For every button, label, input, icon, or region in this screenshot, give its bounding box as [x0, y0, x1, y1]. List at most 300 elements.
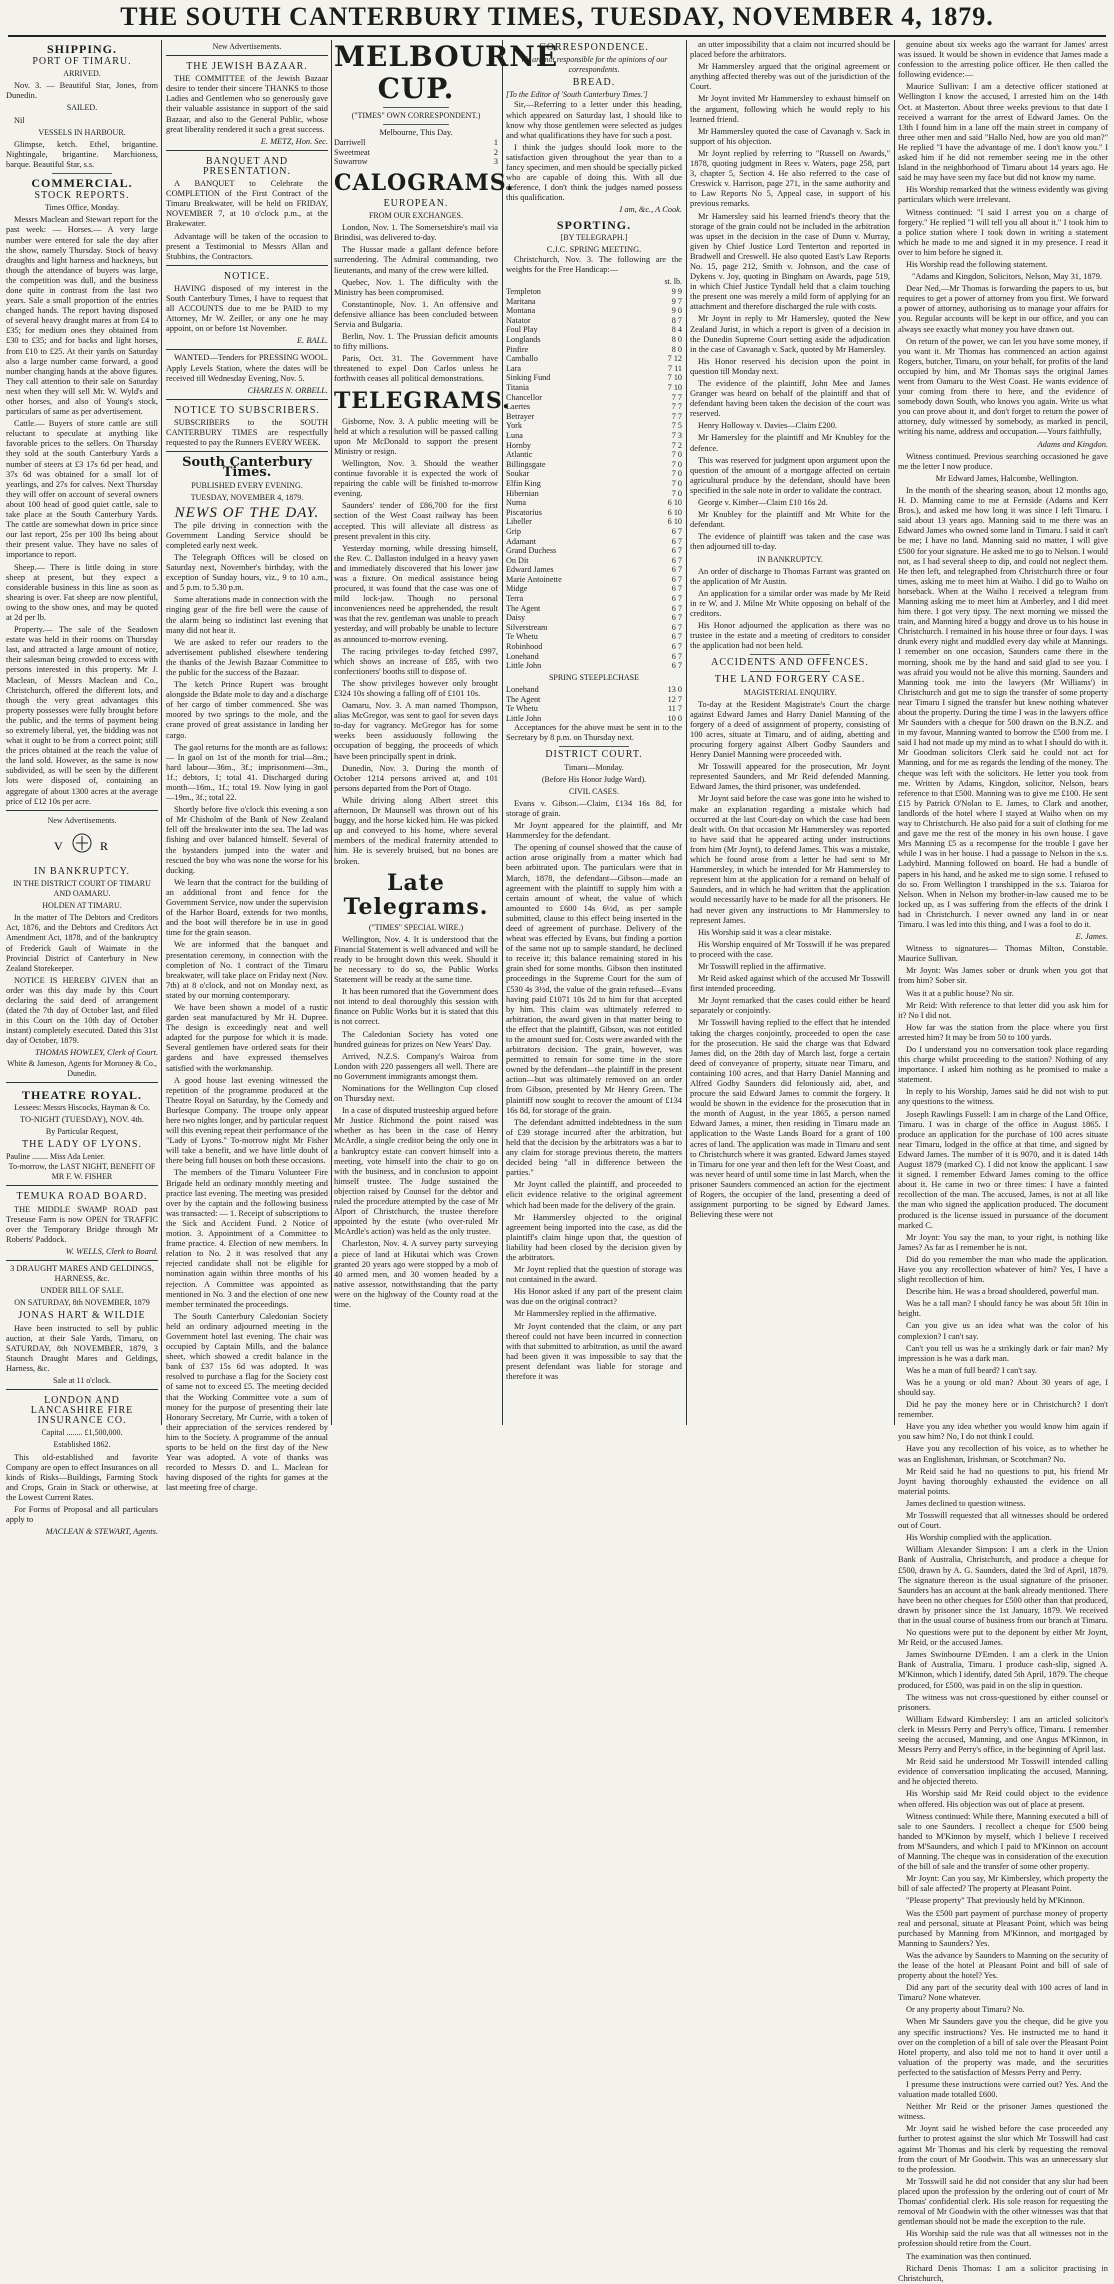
telegram-paragraph: Wellington, Nov. 3. Should the weather continue favorable it is expected the work of repairing the cable will be finished to-morrow evening.: [334, 458, 498, 499]
stock-paragraph: Sheep.— There is little doing in store sheep at present, but they expect a considerable business in this line as soon as shearing is over. Fat sheep are now plentiful, owing to the show ones, and may be quoted at 2d per lb.: [6, 562, 158, 622]
steeplechase-note: Acceptances for the above must be sent in to the Secretary by 8 p.m. on Thursday next.: [506, 723, 682, 743]
calogram-paragraph: Berlin, Nov. 1. The Prussian deficit amounts to fifty millions.: [334, 332, 498, 352]
horse-name: Piscatorius: [506, 507, 542, 517]
accidents-heading: ACCIDENTS AND OFFENCES.: [711, 657, 869, 669]
court-paragraph: Mr Joynt in reply to Mr Hamersley, quoted the New Zealand Jurist, in which a report is given of a decision in the Dunedin Supreme Court setting aside the adjudication in the case of Cavanagh v. Sack, quoted by Mr Hamersley.: [690, 314, 890, 354]
late-telegram-paragraph: Wellington, Nov. 4. It is understood that the Financial Statement is well advanced and will be ready to be brought down this week. Should it be necessary to do so, the Public Works Statement will be ready at the same time.: [334, 934, 498, 985]
forgery-paragraph: When Mr Saunders gave you the cheque, did he give you any specific instructions? Yes. He instructed me to hand it over on the completion of a bill of sale over the Pleasant Point Hotel property, and also told me not to hand it over until a valuation of the property was made, and the securities perfected to the satisfaction of Messrs Perry and Perry.: [898, 2017, 1108, 2077]
column-4: [506, 40, 682, 1428]
court-paragraph: Evans v. Gibson.—Claim, £134 16s 8d, for storage of grain.: [506, 798, 682, 818]
horse-name: Lonehand: [506, 684, 539, 694]
horse-name: Luna: [506, 430, 523, 440]
forgery-paragraph: In reply to his Worship, James said he did not wish to put any questions to the witness.: [898, 1087, 1108, 1107]
horse-name: Lara: [506, 363, 521, 373]
column-2: [166, 40, 328, 1493]
horse-name: Marie Antoinette: [506, 574, 562, 584]
forgery-paragraph: How far was the station from the place where you first arrested him? It may be from 50 to 100 yards.: [898, 1022, 1108, 1042]
table-row: [506, 623, 682, 633]
calograms-heading: CALOGRAMS.: [334, 169, 515, 196]
horse-weight: 6 7: [671, 613, 682, 623]
bread-to-editor: [To the Editor of 'South Canterbury Times.']: [506, 90, 648, 100]
forgery-paragraph: Adams and Kingdon.: [1037, 439, 1108, 449]
news-paragraph: We learn that the contract for the building of an additional front and fence for the Government Service, now under the supervision of the Harbor Board, extends for two months, and the boat will therefore be in use in good time for the grain season.: [166, 877, 328, 938]
horse-weight: 11 7: [667, 704, 682, 714]
court-paragraph: An application for a similar order was made by Mr Reid in re W. and J. Milne Mr White opposing on behalf of the creditors.: [690, 588, 890, 618]
in-bankruptcy-heading: IN BANKRUPTCY.: [757, 554, 823, 564]
calogram-paragraph: Constantinople, Nov. 1. An offensive and defensive alliance has been concluded between Servia and Bulgaria.: [334, 299, 498, 329]
forgery-paragraph: Dear Ned,—Mr Thomas is forwarding the papers to us, but requires to get a power of attorney from you first. We forward a power of attorney, authorising us to manage your affairs for you. Regular accounts will be kept in our office, and you can always see exactly what money you have drawn out.: [898, 284, 1108, 334]
forgery-paragraph: His Worship complied with the application.: [906, 1533, 1052, 1543]
table-row: [506, 575, 682, 585]
forgery-paragraph: Mr Tosswill appeared for the prosecution, Mr Joynt represented Saunders, and Mr Reid defended Manning. Edward James, the third prisoner, was undefended.: [690, 762, 890, 792]
column-rule: [686, 40, 687, 1425]
news-paragraph: The gaol returns for the month are as follows: — In gaol on 1st of the month for trial—8m.; hard labour—36m., 3f.; imprisonment—3m., 1f.; debtors, 1; total 41. Discharged during month—16m., 1f.; total 19. Now lying in gaol—19m., 3f.; total 22.: [166, 742, 328, 803]
forgery-paragraph: Mr Edward James, Halcombe, Wellington.: [935, 473, 1079, 483]
table-row: [506, 402, 682, 412]
forgery-paragraph: His Worship said it was a clear mistake.: [698, 927, 832, 937]
table-row: [506, 412, 682, 422]
cup-heading: CUP.: [377, 72, 455, 105]
subscribers-heading: NOTICE TO SUBSCRIBERS.: [174, 404, 320, 416]
horse-weight: 7 0: [671, 488, 682, 498]
horse-name: Terra: [506, 594, 524, 604]
horse-name: Pinfire: [506, 344, 529, 354]
horse-name: Camballo: [506, 354, 538, 364]
forgery-paragraph: Mr Tosswill replied in the affirmative.: [698, 961, 826, 971]
london-capital: Capital ........ £1,500,000.: [41, 1428, 123, 1438]
forgery-paragraph: James declined to question witness.: [906, 1498, 1026, 1508]
table-row: [506, 594, 682, 604]
forgery-paragraph: Joseph Rawlings Fussell: I am in charge of the Land Office, Timaru. I was in charge of the office in August 1865. I produce an application for the purchase of 100 acres situate near Timaru, lodged in the office at that time, and signed by Edward James. The number of it is 9070, and it is dated 14th August 1879 (marked C). I did not know the applicant. I saw it signed. I remember Edward James coming to the office about it. He came in two or three times: I have a fainted recollection of the man. The accused, James, is not at all like the man who signed the application produced. The document produced is the license issued in pursuance of the document marked C.: [898, 1109, 1108, 1230]
forgery-paragraph: Have you any idea whether you would know him again if you saw him? No, I do not think I could.: [898, 1422, 1108, 1442]
table-row: [506, 335, 682, 345]
horse-weight: 7 7: [671, 392, 682, 402]
horse-name: Atlantic: [506, 450, 533, 460]
table-row: [506, 393, 682, 403]
forgery-paragraph: James Swinbourne D'Emden. I am a clerk in the Union Bank of Australia, Timaru. I produce cash-slip, signed A. M'Kinnon, which I identify, dated 5th April, 1879. The cheque produced, for £500, was paid in on the slip in question.: [898, 1650, 1108, 1690]
horse-name: Lonehand: [506, 651, 539, 661]
handicap-weights-table: [506, 287, 682, 671]
bankruptcy-court: IN THE DISTRICT COURT OF TIMARU AND OAMARU.: [13, 878, 151, 899]
new-advertisements-heading: New Advertisements.: [47, 815, 117, 825]
table-row: [506, 508, 682, 518]
horse-name: Numa: [506, 498, 527, 508]
court-paragraph: His Honor reserved his decision upon the point in question till Monday next.: [690, 356, 890, 376]
notice-signature: E. BALL.: [297, 336, 328, 346]
calogram-paragraph: The Hussar made a gallant defence before surrendering. The Admiral commanding, two lieutenants, and many of the crew were killed.: [334, 245, 498, 275]
news-paragraph: We have been shown a model of a rustic garden seat manufactured by Mr H. Dupree. The design is exceedingly neat and well adapted for the purpose for which it is made. Several gentlemen have ordered seats for their gardens and have expressed themselves satisfied with the workmanship.: [166, 1002, 328, 1073]
subscribers-text: SUBSCRIBERS to the SOUTH CANTERBURY TIMES are respectfully requested to pay the Runners EVERY WEEK.: [166, 417, 328, 448]
forgery-paragraph: Richard Denis Thomas: I am a solicitor practising in Christchurch,: [898, 2263, 1108, 2283]
horse-weight: 6 7: [671, 555, 682, 565]
port-heading: PORT OF TIMARU.: [32, 56, 132, 68]
forgery-paragraph: Mr Reid said he had no questions to put, his friend Mr Joynt having thoroughly exhausted the evidence on all material points.: [898, 1466, 1108, 1496]
court-paragraph: The defendant admitted indebtedness in the sum of £39 storage incurred after the arbitration, but held that the decision by the arbitrators was a bar to any claim for storage previous thereto, the matters decided being "all in difference between the parties.": [506, 1117, 682, 1178]
court-paragraph: Mr Hamersley said his learned friend's theory that the storage of the grain could not be included in the arbitration was upset in the decision in the case of Dunn v. Murray, given by Chief Justice Lord Tenterton and reported in Bradwell and Creswell. He also quoted East's Law Reports No. 15, page 212, Smith v. Johnson, and the case of Dykens v. Joy, quoting in Bingham on Awards, page 519, in which Chief Justice Tyndall held that a claim touching the present one was merely a mild form of applying for an attachment and therefore discharged the rule with costs.: [690, 211, 890, 312]
banquet-text: A BANQUET to Celebrate the COMPLETION of the First Contract of the Timaru Breakwater, will be held on FRIDAY, NOVEMBER 7, at 10 o'clock p.m., at the Brakewater.: [166, 179, 328, 229]
forgery-paragraph: E. James.: [1075, 932, 1108, 942]
notice-heading: NOTICE.: [223, 270, 271, 282]
ccj-paragraph: Christchurch, Nov. 3. The following are the weights for the Free Handicap:—: [506, 254, 682, 274]
news-heading: NEWS OF THE DAY.: [174, 504, 320, 521]
jewish-bazaar-text: THE COMMITTEE of the Jewish Bazaar desire to tender their sincere THANKS to those Ladies and Gentlemen who so generously gave their valuable assistance in support of the said Bazaar, and also to the General Public, whose great liberality rendered it such a great success.: [166, 74, 328, 134]
london-heading: LONDON AND LANCASHIRE FIRE INSURANCE CO.: [30, 1395, 134, 1427]
london-established: Established 1862.: [53, 1440, 111, 1450]
horse-weight: 7 2: [671, 440, 682, 450]
forgery-paragraph: Was the advance by Saunders to Manning on the security of the lease of the hotel at Pleasant Point and bill of sale of property about the hotel? Yes.: [898, 1950, 1108, 1981]
melbourne-dateline: Melbourne, This Day.: [379, 128, 453, 138]
district-court-heading: DISTRICT COURT.: [545, 749, 643, 761]
court-paragraph: Mr Joynt replied that the question of storage was not contained in the award.: [506, 1265, 682, 1285]
paper-evening: PUBLISHED EVERY EVENING.: [191, 481, 303, 491]
forgery-paragraph: Mr Joynt: Can you say, Mr Kimbersley, which property the bill of sale affected? The property at Pleasant Point.: [898, 1874, 1108, 1894]
news-paragraph: The Telegraph Offices will be closed on Saturday next, November's birthday, with the exception of Sunday hours, viz., 9 to 10 a.m., and 5 p.m. to 5.30 p.m.: [166, 552, 328, 593]
shipping-heading: SHIPPING.: [46, 42, 117, 56]
correspondence-note: We are not responsible for the opinions of our correspondents.: [520, 55, 668, 75]
svg-text:V: V: [54, 838, 63, 853]
horse-name: Hibernian: [506, 488, 539, 498]
horse-weight: 6 7: [671, 565, 682, 575]
forgery-paragraph: Mr Reid said he understood Mr Tosswill intended calling evidence of conversation implicating the accused, Manning, and he objected thereto.: [898, 1757, 1108, 1787]
forgery-paragraph: William Alexander Simpson: I am a clerk in the Union Bank of Australia, Christchurch, and produce a cheque for £500, drawn by A. G. Saunders, dated the 3rd of April, 1879. The signature thereon is the usual signature of the prisoner. Saunders has an account at the bank already mentioned. There have been no other cheques for £500 other than that produced, drawn by prisoner since the 1st January, 1879. We received that in the usual course of business from our branch at Timaru.: [898, 1545, 1108, 1625]
forgery-paragraph: Do I understand you no conversation took place regarding this charge whilst proceeding to the station? Nothing of any importance. I asked him nothing as he promised to make a statement.: [898, 1045, 1108, 1085]
horse-name: Laertes: [506, 402, 531, 412]
horse-name: Grip: [506, 526, 522, 536]
masthead-rule: [8, 35, 1106, 37]
news-paragraph: The ketch Prince Rupert was brought alongside the Bdate mole to day and a discharge of her cargo of timber commenced. She was moored by two springs to the mole, and the crane proved of great assistance in landing her cargo.: [166, 680, 328, 740]
telegrams-heading: TELEGRAMS.: [334, 387, 511, 414]
court-paragraph: Henry Holloway v. Davies—Claim £200.: [698, 421, 838, 431]
forgery-paragraph: Witness continued. Previous searching occasioned he gave me the letter I now produce.: [898, 451, 1108, 471]
telegram-paragraph: Gisborne, Nov. 3. A public meeting will be held at which a resolution will be passed calling upon Mr McDonald to support the present Ministry or resign.: [334, 416, 498, 456]
commercial-heading: COMMERCIAL.: [31, 176, 133, 191]
horse-weight: 8 4: [671, 325, 682, 335]
theatre-cast: Pauline ........ Miss Ada Lenier.: [6, 1152, 105, 1162]
late-telegram-paragraph: It has been rumored that the Government does not intend to deal thoroughly this session with finance on Public Works but it is stated that this is not correct.: [334, 987, 498, 1027]
forgery-paragraph: Was he a man of full beard? I can't say.: [906, 1365, 1037, 1375]
notice-signature: THOMAS HOWLEY, Clerk of Court.: [35, 1048, 158, 1058]
forgery-paragraph: His Worship said Mr Reid could object to the evidence when offered. His objection was out of place at present.: [898, 1789, 1108, 1809]
forgery-paragraph: To-day at the Resident Magistrate's Court the charge against Edward James and Harry Daniel Manning of the forgery of a deed of assignment of property, consisting of 100 acres, situate at Timaru, and of aiding, abetting and procuring forgery against Albert Godby Saunders and Henry Daniel Manning were proceeded with.: [690, 699, 890, 760]
theatre-by: By Particular Request,: [45, 1127, 119, 1136]
bankruptcy-text: In the matter of The Debtors and Creditors Act, 1876, and the Debtors and Creditors Act Amendment Act, 1878, and of the bankruptcy of Frederick Gault of Waimate in the Provincial District of Canterbury in New Zealand Storekeeper.: [6, 913, 158, 973]
horse-weight: 13 0: [667, 684, 682, 694]
court-paragraph: George v. Kimber—Claim £10 16s 2d.: [698, 498, 828, 508]
forgery-paragraph: In the month of the shearing season, about 12 months ago, H. D. Manning came to me at Fernside (Adams and Kerr Bros.), and asked me how long it was since I left Timaru. I said about 13 years ago. Manning said to me there was an Edward James who owned some land in Timaru. I said it can't be me; I have no land. Manning said no matter, I will give £500 for your signature. He asked me to go to Nelson. I would not, as I had several sheep to dip, and could not neglect them. He then left, and telegraphed from Christchurch three or four times, asking me to meet him at Waiho. I did go to Waiho on horseback. When at the Waiho I received a telegram from Manning asking me to meet him at Amberley, and I did meet him there. I got very tipsy. The next morning we missed the train, and Manning hired a buggy and drove us to his house in Christchurch. I remained in his house three or four days. I was drunk every night and muddled every day while at Mannings. I remember on one occasion, Saunders came there in the morning, shook me by the hand and said glad to see you. I was afraid you would not be alive this morning. Saunders and Manning took me into the lawyers (Mr Williams') in Christchurch and got me to sign the transfer of some property near Timaru I signed the transfer but knew nothing whatever about the property. During the time I was in the lawyers office Mr Saunders with a cheque for 500 drawn on the B.N.Z. and in my favour, Manning wanted to borrow the £500 from me. I said I had not made up my mind as to what I should do with it. Mr Goodman solicitors Clerk said he could not act for Manning, and for me as regards the lending of the money. The cheque was left with the solicitors. He letter you took from me. Written by Adams, Kingdon, solicitor, Nelson, bears reference to that £500. Manning was to give me £100. He sent £15 by Patrick O'Nolan to E. James, to Clark and another, landlords of the hotel where I stayed at Waiho when on my way to Christchurch. He also paid for a suit of clothing for me and gave me the rest of the money in his own house. I gave Mrs Manning £5 as a recompense for the trouble I gave her while I was in her house. I had a passage to Nelson in the s.s. Ladybird. Manning followed on board. He had a bundle of papers in his hand, and he asked me to sign some. I refused to do so. From Wellington I transhipped in the s.s. Taiaroa for Nelson. When in Nelson my brother-in-law caused me to be locked up, as I was suffering from the effects of the drink I had in Christchurch. I never owned any land in or near Timaru. I was led into this thing, and I was a fool to do it.: [898, 485, 1108, 929]
forgery-paragraph: Describe him. He was a broad shouldered, powerful man.: [906, 1287, 1099, 1297]
late-telegram-paragraph: Charleston, Nov. 4. A survey party surveying a piece of land at Hikutai which was Crown granted 20 years ago were stopped by a mob of 40 armed men, and 30 women headed by a native assessor, notwithstanding that the party were on the highway of the County road at the time.: [334, 1239, 498, 1309]
horse-weight: 7 12: [667, 354, 682, 364]
land-forgery-heading: THE LAND FORGERY CASE.: [714, 674, 866, 686]
horse-name: Chancellor: [506, 392, 542, 402]
horse-name: Montana: [506, 306, 536, 316]
forgery-paragraph: "Please property" That previously held by M'Kinnon.: [906, 1896, 1085, 1906]
forgery-paragraph: William Edward Kimbersley: I am an articled solicitor's clerk in Messrs Perry and Perry's office, Timaru. I remember seeing the accused, Manning, and one Angus M'Kinnon, in Messrs Perry and Perry's office, in the beginning of April last.: [898, 1714, 1108, 1755]
melbourne-heading: MELBOURNE: [334, 40, 559, 73]
news-paragraph: The South Canterbury Caledonian Society held an ordinary adjourned meeting in the Government hotel last evening. The chair was occupied by Captain Mills, and the balance sheet, which showed a credit balance in the bank of £37 15s 6d was adopted. It was resolved to purchase a flag for the Society cost of same not to exceed £5. The meeting decided that the Working Committee vote a sum of money for the purpose of presenting their late Honorary Secretary, Mr Currie, with a token of their appreciation of the services rendered by him to the Society. A programme of the annual sports to be held on the first day of the New Year was adopted. A vote of thanks was recorded to Messrs D. and L. Maclean for having disposed of the rights for games at the last meeting free of charge.: [166, 1311, 328, 1493]
forgery-paragraph: His Worship read the following statement.: [906, 259, 1048, 269]
forgery-paragraph: Was he a tall man? I should fancy he was about 5ft 10in in height.: [898, 1299, 1108, 1319]
in-harbour-heading: VESSELS IN HARBOUR.: [38, 127, 126, 137]
horse-weight: 7 0: [671, 450, 682, 460]
court-paragraph: His Honor adjourned the application as there was no trustee in the estate and a meeting of creditors to consider the application had not been held.: [690, 621, 890, 651]
forgery-paragraph: Mr Joynt: You say the man, to your right, is nothing like James? As far as I remember he is not.: [898, 1232, 1108, 1252]
bankruptcy-heading: IN BANKRUPTCY.: [33, 865, 131, 877]
notice-agents: White & Jameson, Agents for Moroney & Co., Dunedin.: [7, 1058, 157, 1078]
forgery-paragraph: Can you give us an idea what was the color of his complexion? I can't say.: [898, 1321, 1108, 1341]
horse-weight: 6 7: [671, 584, 682, 594]
horse-name: Elfin King: [506, 478, 541, 488]
sailed-text: Nil: [14, 115, 25, 125]
times-own-correspondent: ("TIMES" OWN CORRESPONDENT.): [351, 111, 481, 120]
court-paragraph: Mr Hammersley argued that the original agreement or anything affected thereby was out of the jurisdiction of the Court.: [690, 62, 890, 92]
horse-name: The Agent: [506, 603, 541, 613]
table-row: [506, 383, 682, 393]
horse-name: Hornby: [506, 440, 532, 450]
horse-weight: 6 7: [671, 603, 682, 613]
late-telegram-paragraph: In a case of disputed trusteeship argued before Mr Justice Richmond the point raised was whether as has been in the case of Henry McArdle, a single creditor being the only one in a bankruptcy estate can convert himself into a meeting, vote himself into the chair to go on with the business, and in conclusion to appoint himself trustee. The Judge sustained the objection raised by Counsel for the debtor and ruled the procedure attempted by the case of Mr Alport of Christchurch, the trustee therefore appointed by the estate (who over-ruled Mr McArdle's action) was held as the only trustee.: [334, 1106, 498, 1237]
sailed-heading: SAILED.: [66, 103, 98, 113]
horse-name: Te Whetu: [506, 632, 538, 642]
forgery-paragraph: On return of the power, we can let you have some money, if you want it. Mr Thomas has commenced an action against Rogers, butcher, Timaru, on your behalf, for profits of the land occupied by him, and Mr Thomas says the original James went from Oamaru to the West Coast. He wants evidence of your coming from there to here, and the evidence of somebody down South, who knows you again. Write us what you can prove about it, and don't forget to return the power of attorney, duly witnessed by somebody, as marked in pencil, writing his name, address and occupation.—Yours faithfully,: [898, 336, 1108, 437]
royal-crest-icon: [6, 828, 158, 864]
late-telegram-paragraph: Arrived, N.Z.S. Company's Wairoa from London with 220 passengers all well. There are no Government immigrants amongst them.: [334, 1051, 498, 1081]
horse-weight: 6 7: [671, 594, 682, 604]
telegram-paragraph: The racing privileges to-day fetched £997, which shows an increase of £85, with two confectioners' booths still to dispose of.: [334, 646, 498, 676]
sporting-heading: SPORTING.: [556, 217, 632, 232]
calogram-paragraph: London, Nov. 1. The Somersetshire's mail via Brindisi, was delivered to-day.: [334, 223, 498, 243]
horse-name: Libeller: [506, 517, 532, 527]
horse-weight: 6 7: [671, 661, 682, 671]
table-row: [506, 441, 682, 451]
paper-date: TUESDAY, NOVEMBER 4, 1879.: [190, 493, 304, 503]
telegram-paragraph: The show privileges however only brought £324 10s showing a falling off of £101 10s.: [334, 678, 498, 698]
late-telegram-paragraph: Nominations for the Wellington Cup closed on Thursday next.: [334, 1084, 498, 1104]
svg-text:R: R: [100, 838, 109, 853]
horse-name: Maritana: [506, 296, 536, 306]
table-row: [506, 685, 682, 695]
theatre-lessees: Lessees: Messrs Hiscocks, Hayman & Co.: [14, 1102, 150, 1112]
jonas-text: Have been instructed to sell by public auction, at their Sale Yards, Timaru, on SATURDAY, 8th NOVEMBER, 1879, 3 Staunch Draught Mares and Geldings, Harness, &c.: [6, 1323, 158, 1373]
in-harbour-text: Glimpse, ketch. Ethel, brigantine. Nightingale, brigantine. Marchioness, barque. Beautiful Star, s.s.: [6, 139, 158, 169]
notice-text: NOTICE IS HEREBY GIVEN that an order was this day made by this Court declaring the said deed of arrangement (dated the 7th day of October last, and filed in this Court on the 10th day of October instant) completely executed. Dated this 31st day of October, 1879.: [6, 975, 158, 1046]
horse-name: Longlands: [506, 335, 541, 345]
district-court-sub: Timaru—Monday.: [564, 762, 624, 772]
forgery-paragraph: The examination was then continued.: [906, 2251, 1032, 2261]
banquet-heading: BANQUET AND PRESENTATION.: [202, 155, 292, 177]
forgery-paragraph: Witness to signatures— Thomas Milton, Constable. Maurice Sullivan.: [898, 944, 1108, 964]
table-row: [506, 431, 682, 441]
calogram-paragraph: Paris, Oct. 31. The Government have threatened to expel Don Carlos unless he forthwith ceases all political demonstrations.: [334, 354, 498, 384]
horse-weight: 6 7: [671, 632, 682, 642]
court-paragraph: Mr Hammersley quoted the case of Cavanagh v. Sack in support of his objection.: [690, 126, 890, 146]
horse-weight: 9 7: [671, 296, 682, 306]
jonas-heading: JONAS HART & WILDIE: [18, 1310, 146, 1322]
late-telegrams-heading: Late Telegrams.: [343, 869, 489, 920]
forgery-paragraph: Mr Joynt remarked that the cases could either be heard separately or conjointly.: [690, 996, 890, 1016]
table-row: [506, 489, 682, 499]
magisterial-enquiry: MAGISTERIAL ENQUIRY.: [743, 687, 837, 697]
divider: [52, 173, 113, 174]
horse-weight: 6 7: [671, 526, 682, 536]
horse-name: Templeton: [506, 287, 541, 297]
table-row: [506, 642, 682, 652]
correspondence-heading: CORRESPONDENCE.: [539, 42, 649, 53]
horse-weight: 8 0: [671, 344, 682, 354]
stock-heading: STOCK REPORTS.: [34, 190, 130, 202]
court-paragraph: This was reserved for judgment upon argument upon the question of the amount of a mortgage affected on certain agricultural produce by the defendant, should have been specified in the sale note in order to validate the contract.: [690, 455, 890, 495]
horse-weight: 10 0: [667, 713, 682, 723]
table-row: [506, 297, 682, 307]
horse-weight: 7 11: [667, 363, 682, 373]
court-paragraph: Mr Hamersley for the plaintiff and Mr Knubley for the defence.: [690, 433, 890, 453]
table-row: [506, 704, 682, 714]
horse-name: Te Whetu: [506, 704, 538, 714]
forgery-paragraph: I presume these instructions were carried out? Yes. And the valuation made totalled £600.: [898, 2080, 1108, 2100]
horse-weight: 7 0: [671, 459, 682, 469]
column-rule: [161, 40, 162, 1425]
horse-weight: 8 0: [671, 335, 682, 345]
jewish-bazaar-signature: E. METZ, Hon. Sec.: [260, 136, 328, 146]
forgery-paragraph: Was it at a public house? No sir.: [906, 988, 1014, 998]
theatre-tonight: TO-NIGHT (TUESDAY), NOV. 4th.: [20, 1114, 144, 1124]
arrived-text: Nov. 3. — Beautiful Star, Jones, from Dunedin.: [6, 81, 158, 101]
horse-name: On Dit: [506, 555, 529, 565]
horse-name: Little John: [506, 661, 542, 671]
court-paragraph: Mr Hammersley replied in the affirmative.: [514, 1309, 657, 1319]
horse-weight: 6 10: [667, 507, 682, 517]
late-telegrams-sub: ("TIMES" SPECIAL WIRE.): [368, 922, 464, 932]
banquet-text: Advantage will be taken of the occasion to present a Testimonial to Messrs Allan and Stubbins, the Contractors.: [166, 231, 328, 261]
forgery-paragraph: Maurice Sullivan: I am a detective officer stationed at Wellington I know the accused, I arrested him on the 14th Oct. at Masterton. About three weeks previous to that date I received a warrant for the arrest of Edward James. On the 13th I found him in a lane off the main street in company of three other men and said "Hallo Ned, how are you old man?" He replied "I have the advantage of me. I don't know you." I asked him if he did not remember seeing me in the other Island in the neighborhood of Timaru about 14 years ago. He said he may have seen my face but did not know my name.: [898, 82, 1108, 183]
london-signature: MACLEAN & STEWART, Agents.: [45, 1527, 158, 1537]
forgery-paragraph: Mr Tosswill having replied to the effect that he intended taking the charges conjointly, proceeded to open the case for the prosecution. He said the charge was that Edward James did, on the 28th day of March last, forge a certain deed of conveyance of property, situate near Timaru, and containing 100 acres, and that Harry Daniel Manning and Alfred Godby Saunders did feloniously aid, abet, and procure the said Edward James to commit the forgery. It would be shown in the evidence for the prosecution that in the month of August, in the year 1865, a person named Edward James, a miner, then residing in Timaru made an application to the Waste Lands Board for a grant of 100 acres of land. The application was made in Timaru and sent to Christchurch where it was granted. Edward James stayed in Timaru for one year and then left for the West Coast, and was never heard of until some time in last March, when the prisoner Saunders commenced an action for the ejectment of Rogers, the occupier of the land, presenting a deed of assignment purporting to be signed by Edward James. Believing these were not: [690, 1018, 890, 1220]
horse-weight: 7 5: [671, 421, 682, 431]
forgery-paragraph: No questions were put to the deponent by either Mr Joynt, Mr Reid, or the accused James.: [898, 1628, 1108, 1648]
masthead: THE SOUTH CANTERBURY TIMES, TUESDAY, NOVEMBER 4, 1879.: [120, 2, 994, 31]
forgery-paragraph: Mr Reid asked against which of the accused Mr Tosswill first intended proceeding.: [690, 974, 890, 994]
table-row: Darriwell 1: [334, 138, 498, 148]
news-paragraph: The pile driving in connection with the Government Landing Service should be completed early next week.: [166, 520, 328, 550]
stock-office: Times Office, Monday.: [44, 203, 120, 213]
forgery-paragraph: Did he pay the money here or in Christchurch? I don't remember.: [898, 1400, 1108, 1420]
table-row: [506, 373, 682, 383]
forgery-paragraph: Mr Tosswill said he did not consider that any slur had been placed upon the profession by the ordering out of court of Mr Thomas' confidential clerk. His sole reason for requesting the removal of Mr Goodwin with the other witnesses was that that gentleman should not be made the exception to the rule.: [898, 2176, 1108, 2227]
ccj-heading: C.J.C. SPRING MEETING.: [546, 244, 642, 254]
horse-name: Midge: [506, 584, 528, 594]
horse-weight: 7 10: [667, 383, 682, 392]
horse-weight: 7 7: [671, 402, 682, 412]
court-paragraph: Mr Joynt invited Mr Hammersley to exhaust himself on the argument, following which he would reply to his learned friend.: [690, 94, 890, 124]
horse-weight: 7 0: [671, 478, 682, 488]
horse-name: Natator: [506, 315, 531, 325]
telegram-paragraph: While driving along Albert street this afternoon, Dr Maunsell was thrown out of his buggy, and the horse kicked him. He was picked up and conveyed to his home, where several members of the medical fraternity attended to him. He is severely bruised, but no bones are broken.: [334, 795, 498, 866]
forgery-paragraph: genuine about six weeks ago the warrant for James' arrest was issued. It would be shown in evidence that James made a confession to the arresting police officer. He then called the following evidence:—: [898, 40, 1108, 80]
news-paragraph: We are asked to refer our readers to the advertisement published elsewhere tendering the thanks of the Jewish Bazaar Committee to the public for the success of the Bazaar.: [166, 637, 328, 677]
arrived-heading: ARRIVED.: [63, 69, 101, 79]
horse-weight: 6 10: [667, 517, 682, 527]
horse-name: York: [506, 421, 523, 431]
district-court-before: (Before His Honor Judge Ward).: [541, 774, 647, 784]
london-text: This old-established and favorite Company are open to effect Insurances on all kinds of Risks—Buildings, Farming Stock and Crops, Grain in Stack or otherwise, at the Lowest Current Rates.: [6, 1452, 158, 1502]
table-row: [506, 565, 682, 575]
wanted-signature: CHARLES N. ORBELL.: [247, 385, 328, 395]
horse-weight: 12 7: [667, 694, 682, 704]
table-row: [506, 306, 682, 316]
horse-name: Sinking Fund: [506, 373, 551, 383]
column-rule: [502, 40, 503, 1425]
forgery-paragraph: Did any part of the security deal with 100 acres of land in Timaru? None whatever.: [898, 1983, 1108, 2003]
bread-paragraph: I think the judges should look more to the satisfaction given throughout the year than to a fancy specimen, and men should be specially picked who are capable of doing this. With all due deference, I don't think the judges named possess this qualification.: [506, 142, 682, 203]
table-row: [506, 460, 682, 470]
horse-name: The Agent: [506, 694, 541, 704]
draught-date: ON SATURDAY, 8th NOVEMBER, 1879: [14, 1298, 150, 1308]
news-paragraph: Shortly before five o'clock this evening a son of Mr Chisholm of the Bank of New Zealand fell off the breakwater into the sea. The lad was fishing and over balanced himself. Several of the bystanders jumped into the water and rescued the boy who was none the worse for his ducking.: [166, 805, 328, 875]
forgery-paragraph: Mr Joynt said he wished before the case proceeded any further to protest against the slur which Mr Tosswill had cast against Mr Thomas and his clerk by requesting the removal from the court of Mr Goodwin. This was an unnecessary slur to the profession.: [898, 2124, 1108, 2174]
forgery-paragraph: His Worship remarked that the witness evidently was giving particulars which were irrelevant.: [898, 185, 1108, 205]
telegram-paragraph: Oamaru, Nov. 3. A man named Thompson, alias McGregor, was sent to gaol for seven days to-day for vagrancy. McGregor has for some weeks been assiduously following the occupation of begging, the proceeds of which have been principally spent in drink.: [334, 701, 498, 761]
table-row: [506, 287, 682, 297]
news-paragraph: Some alterations made in connection with the ringing gear of the fire bell were the cause of the alarm being so indistinct last evening that many did not hear it.: [166, 595, 328, 635]
jewish-bazaar-heading: THE JEWISH BAZAAR.: [186, 61, 308, 73]
theatre-heading: THEATRE ROYAL.: [21, 1087, 143, 1102]
horse-weight: 6 7: [671, 536, 682, 546]
horse-weight: 6 7: [671, 574, 682, 584]
horse-weight: 6 10: [667, 498, 682, 508]
weights-units: st. lb.: [664, 276, 682, 286]
european-heading: EUROPEAN.: [383, 197, 449, 209]
column-rule: [331, 40, 332, 1425]
horse-weight: 8 7: [671, 315, 682, 325]
table-row: [506, 479, 682, 489]
column-1: [6, 40, 158, 1537]
horse-name: Billingsgate: [506, 459, 546, 469]
table-row: [506, 517, 682, 527]
civil-cases-heading: CIVIL CASES.: [569, 786, 619, 796]
forgery-paragraph: His Worship enquired of Mr Tosswill if he was prepared to proceed with the case.: [690, 939, 890, 959]
bread-signature: I am, &c., A Cook.: [619, 205, 682, 215]
forgery-paragraph: Did do you remember the man who made the application. Have you any recollection whatever of him? Yes, I have a slight recollection of him.: [898, 1254, 1108, 1285]
new-advertisements-heading: New Advertisements.: [212, 42, 282, 51]
theatre-play: THE LADY OF LYONS.: [22, 1139, 142, 1151]
horse-name: Daisy: [506, 613, 526, 623]
table-row: [506, 527, 682, 537]
calogram-paragraph: Quebec, Nov. 1. The difficulty with the Ministry has been compromised.: [334, 277, 498, 297]
table-row: [506, 584, 682, 594]
horse-weight: 6 7: [671, 642, 682, 652]
forgery-paragraph: Or any property about Timaru? No.: [906, 2005, 1025, 2015]
table-row: [506, 325, 682, 335]
telegram-paragraph: Yesterday morning, while dressing himself, the Rev. C. Dallaston indulged in a heavy yawn and immediately discovered that his lower jaw was a fixture. On medical assistance being procured, it was found that the case was one of mild lock-jaw. Though no personal inconveniences need be apprehended, the result was that the rev. gentleman was unable to preach yesterday, and will probably be unable to lecture as announced to-morrow evening.: [334, 543, 498, 644]
temuka-text: THE MIDDLE SWAMP ROAD past Treseuse Farm is now OPEN for TRAFFIC over the Temporary Bridge through Mr Roberts' Paddock.: [6, 1204, 158, 1244]
forgery-paragraph: Mr Reid: With reference to that letter did you ask him for it? No I did not.: [898, 1000, 1108, 1020]
court-paragraph: Mr Knubley for the plaintiff and Mr White for the defendant.: [690, 510, 890, 530]
wanted-text: WANTED—Tenders for PRESSING WOOL. Apply Levels Station, where the dates will be received till Wednesday Evening, Nov. 5.: [166, 353, 328, 383]
forgery-paragraph: Witness continued: "I said I arrest you on a charge of forgery." He replied "I will tell you all about it." I took him to a police station where I took down in writing a statement which he made to me and signed it in my presence. I read it over to him before he signed it.: [898, 207, 1108, 257]
column-rule: [894, 40, 895, 1425]
table-row: [506, 661, 682, 671]
court-paragraph: The evidence of the plaintiff, John Mee and James Granger was heard on behalf of the plaintiff and that of defendant having been taken the decision of the court was reserved.: [690, 379, 890, 419]
horse-name: Robinhood: [506, 642, 543, 652]
table-row: [506, 421, 682, 431]
bread-heading: BREAD.: [572, 77, 616, 89]
forgery-paragraph: The witness was not cross-questioned by either counsel or prisoners.: [898, 1692, 1108, 1712]
draught-sub: UNDER BILL OF SALE.: [40, 1286, 124, 1296]
court-paragraph: His Honor asked if any part of the present claim was due on the original contract?: [506, 1287, 682, 1307]
table-row: [506, 632, 682, 642]
table-row: Sweetmeat 2: [334, 147, 498, 157]
court-paragraph: Mr Joynt contended that the claim, or any part thereof could not have been incurred in connection with that submitted to arbitration, as until the award had been given it was impossible to say that the present defendant was liable for storage and therefore it was: [506, 1321, 682, 1381]
